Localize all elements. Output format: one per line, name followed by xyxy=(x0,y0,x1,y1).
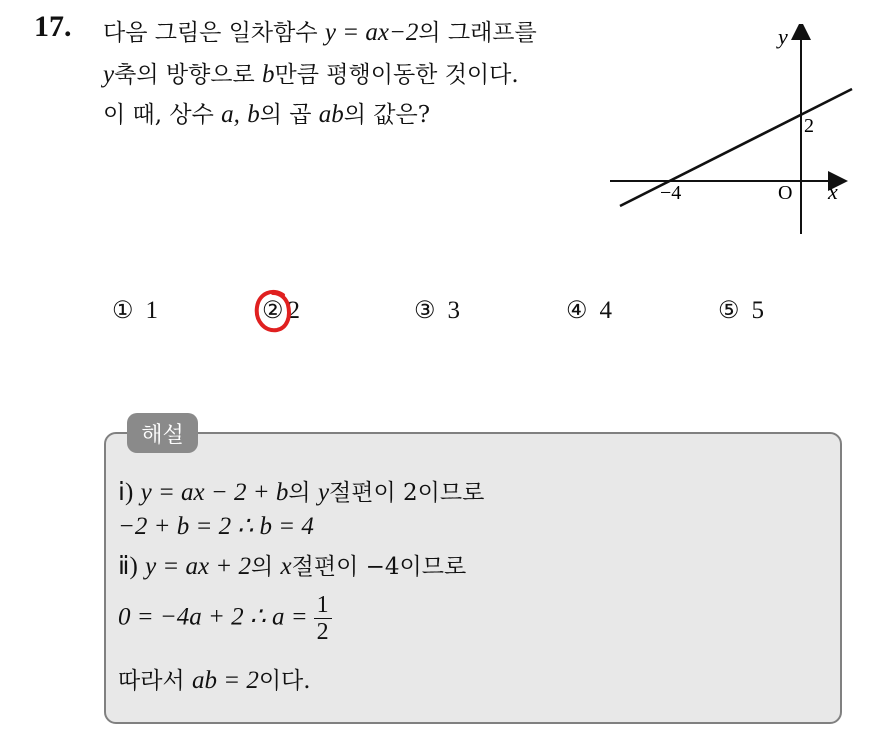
fraction-denominator: 2 xyxy=(316,619,329,645)
choice-value: 2 xyxy=(287,297,301,324)
choice-symbol: ③ xyxy=(414,296,436,324)
choice-value: 3 xyxy=(447,297,461,324)
math-expression: 0 = −4a + 2 ∴ a = xyxy=(118,603,308,631)
choice-5[interactable] xyxy=(718,296,764,325)
choice-value: 4 xyxy=(599,297,613,324)
step-prefix: ⅰ) xyxy=(118,479,134,506)
solution-line-2 xyxy=(118,511,314,541)
x-intercept-label: −4 xyxy=(660,182,682,204)
question-text: 의 그래프를 xyxy=(418,20,537,46)
var-y: y xyxy=(103,61,115,88)
solution-text: 이다. xyxy=(258,668,311,694)
var-x: x xyxy=(280,553,292,580)
var-a: a, xyxy=(221,101,240,128)
question-text: 의 곱 xyxy=(259,102,319,128)
var-b: b xyxy=(262,61,275,88)
question-text: 만큼 평행이동한 것이다. xyxy=(274,62,519,88)
choice-4[interactable] xyxy=(566,296,612,325)
question-line-2 xyxy=(103,56,519,89)
var-ab: ab xyxy=(318,101,344,128)
question-text: 축의 방향으로 xyxy=(114,62,263,88)
fraction-numerator: 1 xyxy=(314,592,332,619)
question-text: 다음 그림은 일차함수 xyxy=(103,20,325,46)
solution-tag: 해설 xyxy=(127,413,198,453)
var-y: y xyxy=(317,479,330,506)
answer-circle-mark xyxy=(253,287,293,335)
y-axis-label: y xyxy=(778,24,788,49)
solution-line-5 xyxy=(118,662,311,695)
solution-line-1 xyxy=(118,474,484,507)
solution-text: 절편이 −4이므로 xyxy=(291,554,467,580)
y-intercept-label: 2 xyxy=(804,115,814,137)
math-expression: y = ax + 2 xyxy=(145,553,252,580)
math-expression: −2 + b = 2 ∴ b = 4 xyxy=(118,513,314,540)
choice-3[interactable] xyxy=(414,296,460,325)
graph-line xyxy=(620,89,852,206)
fraction xyxy=(314,592,332,645)
solution-line-3 xyxy=(118,548,466,581)
question-text: 이 때, 상수 xyxy=(103,102,222,128)
solution-line-4 xyxy=(118,592,332,645)
math-expression: y = ax − 2 + b xyxy=(140,479,289,506)
function-formula: y = ax−2 xyxy=(324,19,419,46)
step-prefix: ⅱ) xyxy=(118,553,138,580)
choice-symbol: ⑤ xyxy=(718,296,740,324)
choice-value: 5 xyxy=(751,297,765,324)
var-b: b xyxy=(247,101,260,128)
question-text: 의 값은? xyxy=(343,102,431,128)
solution-text: 따라서 xyxy=(118,668,192,694)
choice-symbol: ④ xyxy=(566,296,588,324)
choice-symbol: ② xyxy=(262,296,284,324)
solution-text: 의 xyxy=(288,480,318,506)
math-expression: ab = 2 xyxy=(191,667,259,694)
choice-symbol: ① xyxy=(112,296,134,324)
x-axis-label: x xyxy=(828,179,838,204)
choice-1[interactable] xyxy=(112,296,158,325)
choice-value: 1 xyxy=(145,297,159,324)
solution-text: 절편이 2이므로 xyxy=(329,480,485,506)
question-line-1 xyxy=(103,14,537,47)
solution-text: 의 xyxy=(251,554,281,580)
function-graph xyxy=(600,24,860,244)
question-number: 17. xyxy=(34,10,72,43)
question-line-3 xyxy=(103,96,430,129)
origin-label: O xyxy=(778,182,793,204)
